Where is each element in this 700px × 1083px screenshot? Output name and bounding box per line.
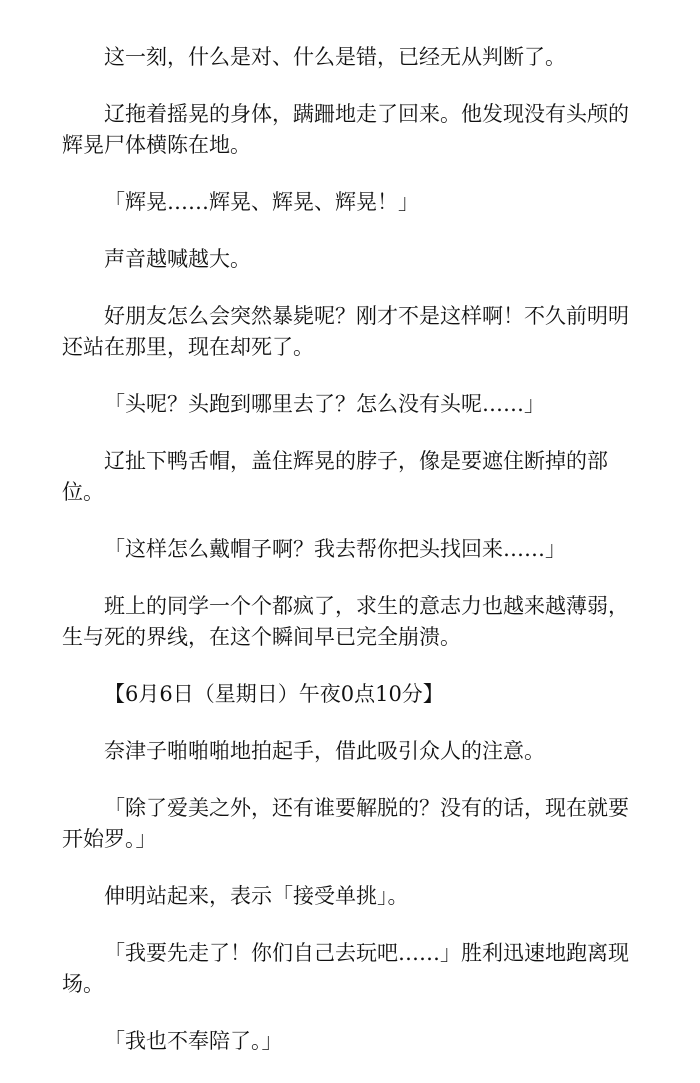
paragraph: 这一刻，什么是对、什么是错，已经无从判断了。 — [104, 45, 566, 69]
paragraph: 「辉晃……辉晃、辉晃、辉晃！」 — [104, 190, 419, 214]
section-timestamp: 【6月6日（星期日）午夜0点10分】 — [104, 682, 444, 706]
document-page — [62, 42, 642, 1083]
paragraph: 「这样怎么戴帽子啊？我去帮你把头找回来……」 — [104, 537, 566, 561]
paragraph: 声音越喊越大。 — [104, 247, 251, 271]
paragraph: 辽拖着摇晃的身体，蹒跚地走了回来。他发现没有头颅的辉晃尸体横陈在地。 — [62, 102, 629, 157]
paragraph: 班上的同学一个个都疯了，求生的意志力也越来越薄弱，生与死的界线，在这个瞬间早已完全崩溃。 — [62, 594, 629, 649]
paragraph: 「除了爱美之外，还有谁要解脱的？没有的话，现在就要开始罗。」 — [62, 796, 629, 851]
paragraph: 「我要先走了！你们自己去玩吧……」胜利迅速地跑离现场。 — [62, 941, 629, 996]
paragraph: 「我也不奉陪了。」 — [104, 1029, 283, 1053]
paragraph: 辽扯下鸭舌帽，盖住辉晃的脖子，像是要遮住断掉的部位。 — [62, 449, 608, 504]
paragraph: 「头呢？头跑到哪里去了？怎么没有头呢……」 — [104, 392, 545, 416]
paragraph: 好朋友怎么会突然暴毙呢？刚才不是这样啊！不久前明明还站在那里，现在却死了。 — [62, 304, 629, 359]
paragraph: 伸明站起来，表示「接受单挑」。 — [104, 884, 409, 908]
paragraph: 奈津子啪啪啪地拍起手，借此吸引众人的注意。 — [104, 739, 545, 763]
